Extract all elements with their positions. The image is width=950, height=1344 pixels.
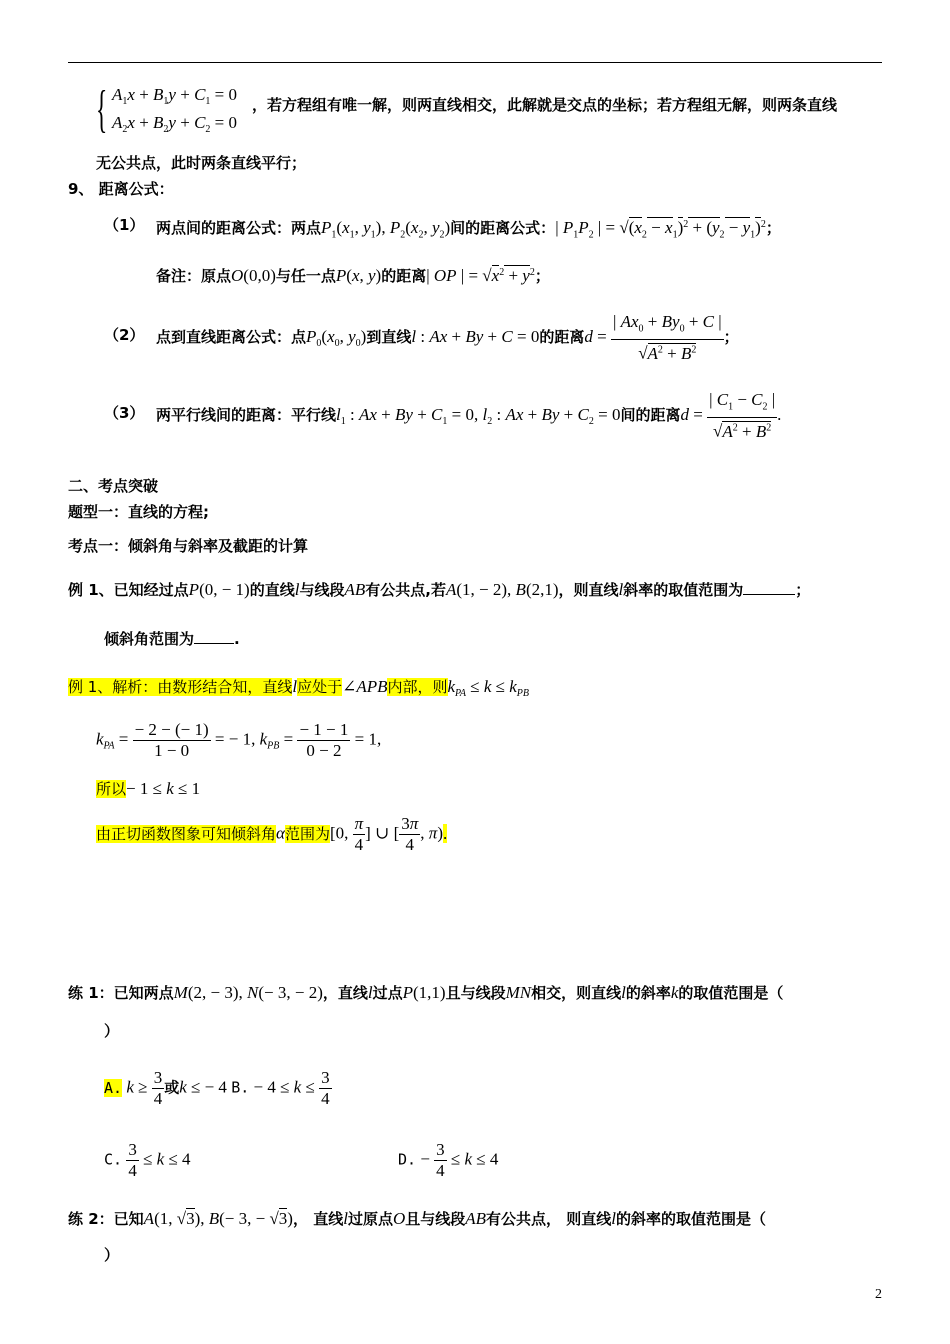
ex1-d: 有公共点,若 xyxy=(365,581,446,599)
d2-line: 点到直线距离公式：点$P_0(x_0$, $y_0$)到直线l : Ax + By + C = 0的距离d = $\frac{| Ax_0 + By_0 + C |}{√A^2 + B^2}$ ； xyxy=(156,312,739,364)
ex1-line2: 倾斜角范围为 xyxy=(104,630,195,648)
option-a-or: 或 xyxy=(164,1078,180,1097)
sol-so: 所以 xyxy=(96,780,127,798)
header-rule xyxy=(68,62,882,63)
system-note: ，若方程组有唯一解，则两直线相交，此解就是交点的坐标；若方程组无解，则两条直线 xyxy=(252,96,838,114)
d3-fraction: $\frac{| C_1 - C_2 |}{√A^2 + B^2}$ xyxy=(709,390,776,442)
key-point-1: 考点一：倾斜角与斜率及截距的计算 xyxy=(68,537,309,555)
ex1-c: 与线段 xyxy=(299,581,345,599)
d3-line: 两平行线间的距离：平行线$l_1$ : $Ax + By + C_1 = 0$, $l_2$ : $Ax + By + C_2 = 0$间的距离d = $\frac{| C_1 - C_2 |}{√A^2 + B^2}$ . xyxy=(156,390,782,442)
sol-b: 应处于 xyxy=(297,678,343,696)
system-note-2: 无公共点，此时两条直线平行； xyxy=(96,154,307,172)
type-1-title: 题型一：直线的方程; xyxy=(68,503,209,521)
option-a-label: A. xyxy=(104,1078,123,1097)
pr1-g: 的取值范围是（ xyxy=(678,984,784,1002)
practice-2: 练 2：已知A(1, √3), B(− 3, − √3)， 直线l过原点O且与线段AB有公共点， 则直线l的斜率的取值范围是（ xyxy=(68,1209,767,1228)
ex1-f: 斜率的取值范围为 xyxy=(623,581,744,599)
pr1-a: 练 1：已知两点 xyxy=(68,984,174,1002)
d1-line: 两点间的距离公式：两点$P_1(x_1$, $y_1$), $P_2(x_2$, $y_2$)间的距离公式：| $P_1P_2$ | = $√(x_2 - x_1)^2 + (y_2 - y_1)^2$； xyxy=(156,218,781,241)
section-9-title: 9、 距离公式： xyxy=(68,180,174,198)
equation-1: $A_1x + B_1y + C_1 = 0$ xyxy=(112,85,237,108)
pr2-f: 的斜率的取值范围是（ xyxy=(616,1210,767,1228)
pr2-e: 有公共点， 则直线 xyxy=(486,1210,612,1228)
sol-a: 例 1、解析：由数形结合知，直线 xyxy=(68,678,293,696)
d-note-text: 备注：原点 xyxy=(156,267,232,286)
section-2-title: 二、考点突破 xyxy=(68,477,159,495)
equation-2: $A_2x + B_2y + C_2 = 0$ xyxy=(112,113,237,136)
d-note-mid: 与任一点 xyxy=(275,267,336,286)
ex1-e: ，则直线 xyxy=(558,581,619,599)
d2-end: 的距离 xyxy=(539,328,585,347)
d3-end: 间的距离 xyxy=(620,406,681,425)
ex1-b: 的直线 xyxy=(249,581,295,599)
d2-fraction: $\frac{| Ax_0 + By_0 + C |}{√A^2 + B^2}$ xyxy=(612,312,722,364)
option-d-label: D. xyxy=(398,1150,417,1169)
pr1-d: 且与线段 xyxy=(445,984,506,1002)
pr2-a: 练 2：已知 xyxy=(68,1210,144,1228)
sol-c: 内部，则 xyxy=(387,678,448,696)
option-c-label: C. xyxy=(104,1150,123,1169)
practice-1-close: ） xyxy=(104,1022,120,1040)
example-1: 例 1、已知经过点P(0, − 1)的直线l与线段AB有公共点,若A(1, − 2), B(2,1)，则直线l斜率的取值范围为 ； xyxy=(68,580,811,599)
d1-mid: 间的距离公式： xyxy=(450,219,556,238)
sol-tan2: 范围为 xyxy=(284,824,330,843)
option-d: D. − $\frac{3}{4}$ ≤ k ≤ 4 xyxy=(398,1140,499,1180)
pr1-f: 的斜率 xyxy=(625,984,671,1002)
solution-line-1: 例 1、解析：由数形结合知，直线l应处于∠APB内部，则$k_{PA} \le k \le k_{PB}$ xyxy=(68,677,529,700)
pr2-d: 且与线段 xyxy=(405,1210,466,1228)
brace: { xyxy=(96,81,108,138)
d2-text: 点到直线距离公式：点 xyxy=(156,328,307,347)
page-number: 2 xyxy=(875,1287,882,1302)
solution-so: 所以− 1 ≤ k ≤ 1 xyxy=(96,779,201,798)
d3-text: 两平行线间的距离：平行线 xyxy=(156,406,337,425)
practice-1: 练 1：已知两点M(2, − 3), N(− 3, − 2)，直线l过点P(1,1)且与线段MN相交，则直线l的斜率k的取值范围是（ xyxy=(68,983,784,1002)
d2-label: （2） xyxy=(104,326,145,344)
pr1-e: 相交，则直线 xyxy=(531,984,622,1002)
d2-mid: 到直线 xyxy=(366,328,412,347)
sol-tan: 由正切函数图象可知倾斜角 xyxy=(96,824,277,843)
pr2-b: ， 直线 xyxy=(292,1210,344,1228)
pr1-b: ，直线 xyxy=(322,984,368,1002)
d-note-end: 的距离 xyxy=(381,267,427,286)
practice-2-close: ） xyxy=(104,1246,120,1264)
d1-label: （1） xyxy=(104,216,145,234)
option-c: C. $\frac{3}{4}$ ≤ k ≤ 4 xyxy=(104,1140,191,1180)
pr1-c: 过点 xyxy=(372,984,403,1002)
solution-slopes: $k_{PA}$ = $\frac{- 2 - (- 1)}{1 - 0}$ = − 1, $k_{PB}$ = $\frac{- 1 - 1}{0 - 2}$ = 1, xyxy=(96,720,382,760)
d1-text: 两点间的距离公式：两点 xyxy=(156,219,322,238)
d-note-line: 备注：原点O(0,0)与任一点P(x, y)的距离| OP | = $√x^2 + y^2$； xyxy=(156,266,550,286)
d3-label: （3） xyxy=(104,404,145,422)
pr2-c: 过原点 xyxy=(347,1210,393,1228)
ex1-a: 例 1、已知经过点 xyxy=(68,581,189,599)
option-a-b: A. k ≥ $\frac{3}{4}$ 或k ≤ − 4 B. − 4 ≤ k ≤ $\frac{3}{4}$ xyxy=(104,1068,330,1108)
example-1-line2: 倾斜角范围为 . xyxy=(104,630,240,648)
solution-angle: 由正切函数图象可知倾斜角α范围为[0, $\frac{\pi}{4}$ ] ∪ [ $\frac{3\pi}{4}$ , π). xyxy=(96,814,448,854)
option-b-label: B. xyxy=(231,1078,250,1097)
